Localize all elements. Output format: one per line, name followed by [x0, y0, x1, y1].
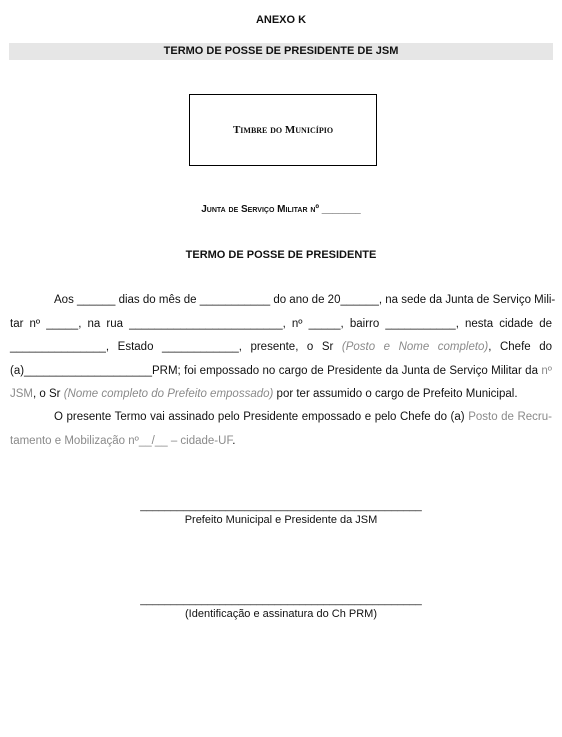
placeholder-posto-nome: (Posto e Nome completo): [341, 341, 489, 353]
body-line-1: Aos ______ dias do mês de ___________ do ano de 20______, na sede da Junta de Serviço Mili-: [54, 294, 556, 306]
placeholder-posto-recrutamento: Posto de Recru-: [468, 411, 552, 423]
body-line-5-end: por ter assumido o cargo de Prefeito Municipal.: [276, 388, 518, 400]
signature-line-2: ______________________________________________: [140, 594, 422, 606]
municipality-stamp-box: Timbre do Município: [189, 94, 377, 166]
placeholder-prefeito-nome: (Nome completo do Prefeito empossado): [63, 388, 274, 400]
signature-caption-1: Prefeito Municipal e Presidente da JSM: [184, 514, 378, 526]
body-line-3-end: , Chefe do: [488, 341, 552, 353]
body-line-5-text: , o Sr: [33, 388, 61, 400]
body-line-2: tar nº _____, na rua ________________________, nº _____, bairro ___________, nesta cidade de: [10, 318, 552, 330]
placeholder-jsm: JSM: [10, 388, 33, 400]
placeholder-jsm-number: nº: [541, 365, 552, 377]
signature-caption-2: (Identificação e assinatura do Ch PRM): [185, 608, 377, 620]
body-line-7: [10, 435, 552, 447]
section-title: TERMO DE POSSE DE PRESIDENTE: [185, 249, 377, 261]
document-title: TERMO DE POSSE DE PRESIDENTE DE JSM: [9, 43, 553, 60]
body-line-4-text: (a)____________________PRM; foi empossado no cargo de Presidente da Junta de Serviço Militar da: [10, 365, 538, 377]
jsm-number-line: Junta de Serviço Militar nº _______: [201, 204, 361, 215]
body-line-3-text: _______________, Estado ____________, presente, o Sr: [10, 341, 334, 353]
body-line-5: [10, 388, 552, 400]
body-line-3: [10, 341, 552, 353]
placeholder-recrutamento-cidade: tamento e Mobilização nº__/__ – cidade-UF: [10, 435, 233, 447]
body-line-4: [10, 365, 552, 377]
body-line-6: [10, 411, 552, 423]
body-line-6-text: O presente Termo vai assinado pelo Presidente empossado e pelo Chefe do (a): [54, 411, 465, 423]
body-line-7-end: .: [232, 435, 236, 447]
signature-line-1: ______________________________________________: [140, 500, 422, 512]
annex-label: ANEXO K: [255, 14, 307, 26]
